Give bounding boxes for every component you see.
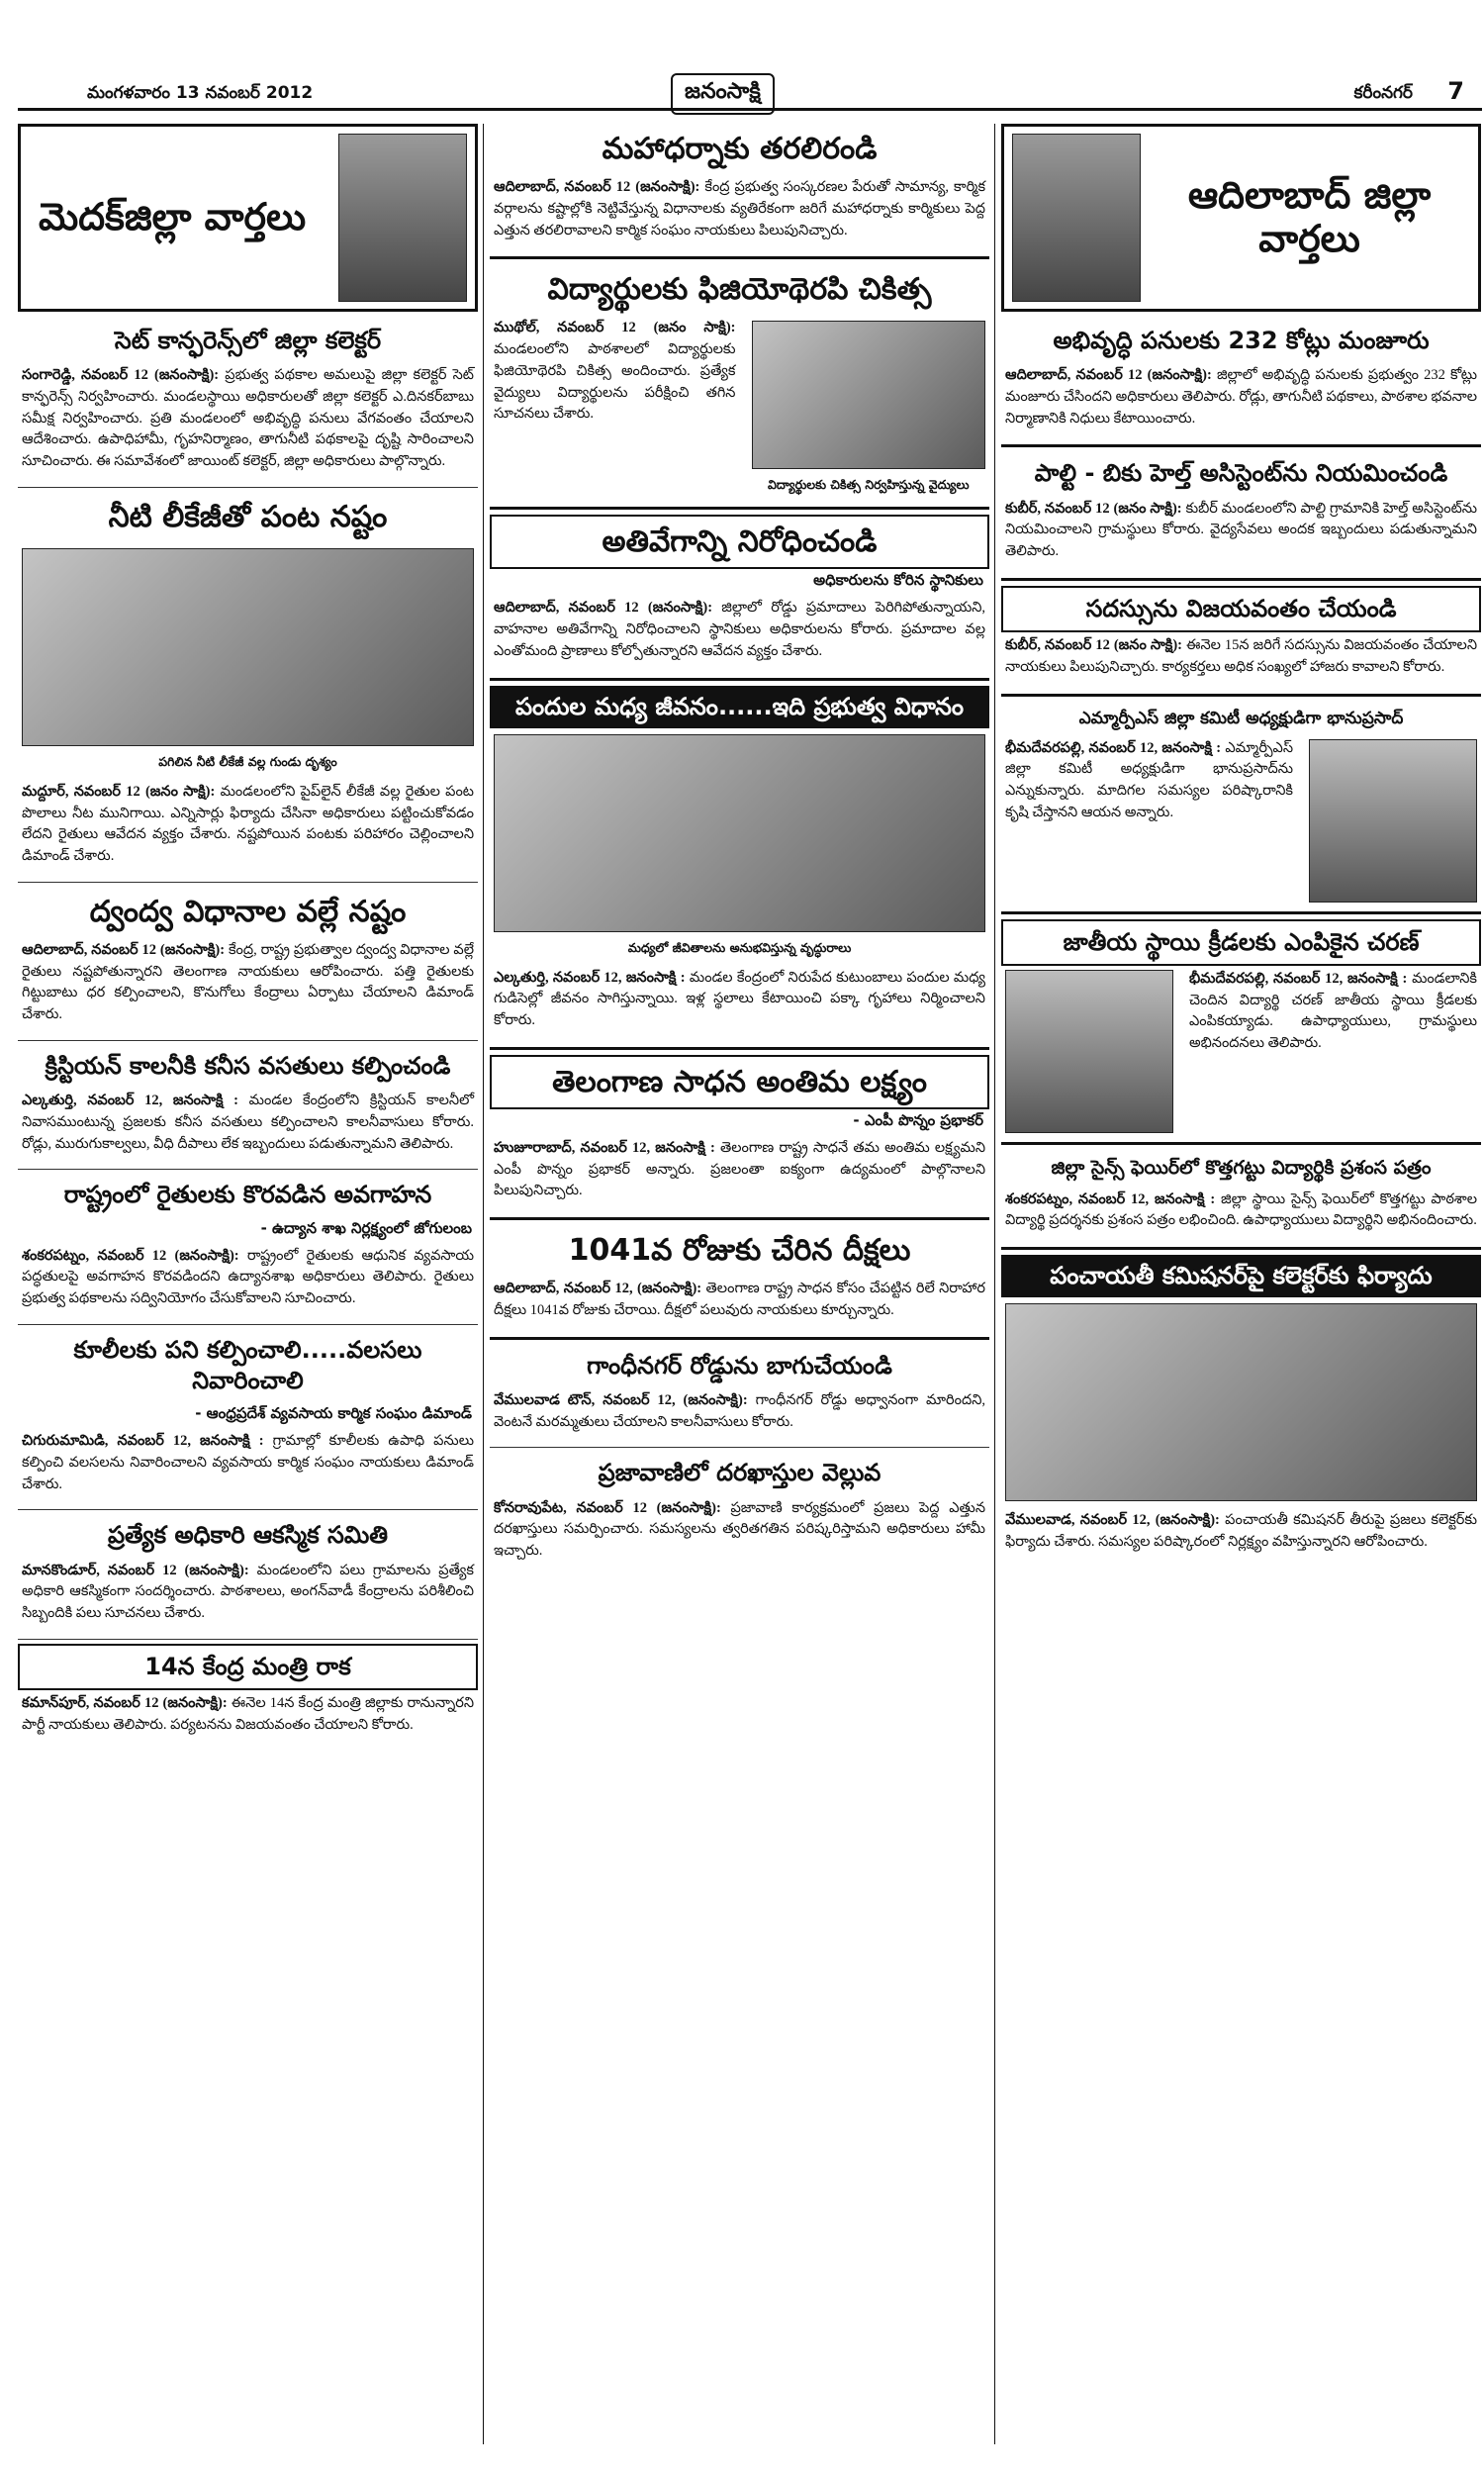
article-text: మండలంలోని పలు గ్రామాలను ప్రత్యేక అధికారి ఆకస్మికంగా సందర్శించారు. పాఠశాలలు, అంగన్‌వాడీ కేంద్రాలను పరిశీలించి సిబ్బందికి పలు సూచనలు చేశారు. [22,1562,474,1622]
dateline: చిగురుమామిడి, నవంబర్ 12, జనంసాక్షి : [22,1433,264,1450]
article-text: మండలంలోని పైప్‌లైన్ లీకేజీ వల్ల రైతుల పంట పొలాలు నీట మునిగాయి. ఎన్నిసార్లు ఫిర్యాదు చేసినా అధికారులు పట్టించుకోవడం లేదని రైతులు ఆవేదన వ్యక్తం చేశారు. నష్టపోయిన పంటకు పరిహారం చెల్లించాలని డిమాండ్ చేశారు. [22,783,474,865]
page-header [18,71,1482,111]
divider [490,1447,989,1448]
article-headline: సెట్ కాన్ఫరెన్స్‌లో జిల్లా కలెక్టర్ [114,327,382,354]
news-article [18,1514,478,1634]
divider [1001,694,1481,697]
news-article [18,1644,478,1747]
article-body [18,1690,478,1747]
article-headline: పంచాయతీ కమిషనర్‌పై కలెక్టర్‌కు ఫిర్యాదు [1001,1255,1481,1297]
article-text: మండలానికి చెందిన విద్యార్థి చరణ్ జాతీయ స్థాయి క్రీడలకు ఎంపికయ్యాడు. ఉపాధ్యాయులు, గ్రామస్థులు అభినందనలు తెలిపారు. [1189,970,1477,1052]
column-rule [994,124,995,2444]
dateline: కోనరావుపేట, నవంబర్ 12 (జనంసాక్షి): [494,1499,721,1516]
news-article [1001,919,1481,1137]
news-article [18,1045,478,1165]
article-headline: జిల్లా సైన్స్ ఫెయిర్‌లో కొత్తగట్టు విద్యార్థికి ప్రశంస పత్రం [1051,1156,1432,1179]
article-headline: అభివృద్ధి పనులకు 232 కోట్లు మంజూరు [1053,327,1430,354]
news-article [490,124,989,251]
article-text: తెలంగాణ రాష్ట్ర సాధన కోసం చేపట్టిన రిలే నిరాహార దీక్షలు 1041వ రోజుకు చేరాయి. దీక్షలో పలువురు నాయకులు కూర్చున్నారు. [494,1281,986,1318]
article-body [490,1276,989,1332]
divider [490,256,989,259]
news-article [18,320,478,483]
news-article [1001,320,1481,439]
article-headline: రాష్ట్రంలో రైతులకు కొరవడిన అవగాహన [63,1181,432,1209]
article-body [18,779,478,878]
divider [1001,444,1481,447]
church-photo [338,134,467,302]
dateline: హుజూరాబాద్, నవంబర్ 12, జనంసాక్షి : [494,1139,715,1156]
article-text: కేంద్ర, రాష్ట్ర ప్రభుత్వాల ద్వంద్వ విధానాల వల్లే రైతులు నష్టపోతున్నారని తెలంగాణ నాయకులు ఆరోపించారు. పత్తి రైతులకు గిట్టుబాటు ధర కల్పించాలని, కొనుగోలు కేంద్రాలు ఏర్పాటు చేయాలని డిమాండ్ చేశారు. [22,941,475,1023]
dateline: ఆదిలాబాద్, నవంబర్ 12 (జనంసాక్షి): [1005,367,1212,384]
divider [1001,1247,1481,1250]
dateline: మానకొండూర్, నవంబర్ 12 (జనంసాక్షి): [22,1562,249,1578]
article-subhead: - ఎంపీ పొన్నం ప్రభాకర్ [853,1110,983,1129]
article-headline: క్రిస్టియన్ కాలనీకి కనీస వసతులు కల్పించండి [45,1051,451,1080]
article-body [18,362,478,483]
article-subhead: - ఉద్యాన శాఖ నిర్లక్ష్యంలో జోగులంబ [260,1218,472,1237]
news-article [1001,1255,1481,1564]
article-body [1001,735,1297,906]
article-headline: అతివేగాన్ని నిరోధించండి [490,515,989,569]
article-headline: నీటి లీకేజీతో పంట నష్టం [108,499,388,534]
dateline: మద్దూర్, నవంబర్ 12 (జనం సాక్షి): [22,783,216,800]
dateline: ఆదిలాబాద్, నవంబర్ 12 (జనంసాక్షి): [494,179,700,195]
dateline: ముథోల్, నవంబర్ 12 (జనం సాక్షి): [494,320,736,336]
article-text: జిల్లా స్థాయి సైన్స్ ఫెయిర్‌లో కొత్తగట్టు పాఠశాల విద్యార్థి ప్రదర్శనకు ప్రశంస పత్రం లభించింది. ఉపాధ్యాయులు విద్యార్థిని అభినందించారు. [1005,1190,1477,1229]
complaint-photo [1005,1303,1477,1501]
article-text: పంచాయతీ కమిషనర్ తీరుపై ప్రజలు కలెక్టర్‌కు ఫిర్యాదు చేశారు. సమస్యల పరిష్కారంలో నిర్లక్ష్యం వహిస్తున్నారని ఆరోపించారు. [1005,1512,1477,1550]
article-subhead: - ఆంధ్రప్రదేశ్ వ్యవసాయ కార్మిక సంఘం డిమాండ్ [195,1404,472,1423]
article-text: కుబీర్ మండలంలోని పాల్టి గ్రామానికి హెల్త్ అసిస్టెంట్‌ను నియమించాలని గ్రామస్థులు కోరారు. వైద్యసేవలు అందక ఇబ్బందులు పడుతున్నామని తెలిపారు. [1005,500,1478,560]
dateline: శంకరపట్నం, నవంబర్ 12, జనంసాక్షి : [1005,1190,1216,1207]
article-body [18,1428,478,1505]
divider [490,1047,989,1050]
article-body [490,174,989,251]
article-body [18,1243,478,1320]
dateline: ఆదిలాబాద్, నవంబర్ 12 (జనంసాక్షి): [22,941,226,958]
article-body [18,1088,478,1165]
column-center [490,124,989,2444]
group-photo [1005,970,1173,1133]
article-body [490,1495,989,1572]
news-article [18,492,478,878]
article-body [18,1558,478,1635]
column-medak [18,124,478,2444]
news-article [1001,452,1481,572]
dateline: శంకరపట్నం, నవంబర్ 12 (జనంసాక్షి): [22,1247,239,1264]
article-body [490,965,989,1042]
article-body [1001,1187,1481,1243]
article-text: మండల కేంద్రంలోని క్రిస్టియన్ కాలనీలో నివాసముంటున్న ప్రజలకు కనీస వసతులు కల్పించాలని కాలనీవాసులు కోరారు. రోడ్లు, మురుగుకాల్వలు, వీధి దీపాలు లేక ఇబ్బందులు పడుతున్నామని తెలిపారు. [22,1093,475,1152]
article-body [490,315,740,502]
news-article [490,686,989,1042]
news-article [490,1225,989,1332]
article-text: రాష్ట్రంలో రైతులకు ఆధునిక వ్యవసాయ పద్ధతులపై అవగాహన కొరవడిందని ఉద్యానశాఖ అధికారులు తెలిపారు. రైతులు ప్రభుత్వ పథకాలను సద్వినియోగం చేసుకోవాలని సూచించారు. [22,1247,474,1307]
article-headline: 14న కేంద్ర మంత్రి రాక [18,1644,478,1690]
divider [490,678,989,681]
news-article [1001,1150,1481,1242]
divider [18,1509,478,1510]
news-article [18,1329,478,1506]
article-text: ఈనెల 15న జరిగే సదస్సును విజయవంతం చేయాలని నాయకులు పిలుపునిచ్చారు. కార్యకర్తలు అధిక సంఖ్యలో హాజరు కావాలని కోరారు. [1005,637,1478,675]
divider [1001,1142,1481,1145]
divider [18,1169,478,1170]
news-article [1001,702,1481,906]
article-headline: తెలంగాణ సాధన అంతిమ లక్ష్యం [490,1055,989,1109]
article-body [490,595,989,672]
article-body [490,1135,989,1212]
article-text: ఈనెల 14న కేంద్ర మంత్రి జిల్లాకు రానున్నారని పార్టీ నాయకులు తెలిపారు. పర్యటనను విజయవంతం చేయాలని కోరారు. [22,1695,474,1733]
masthead-title: ఆదిలాబాద్ జిల్లా వార్తలు [1187,173,1432,260]
news-article [490,1345,989,1444]
adilabad-masthead [1001,124,1481,312]
article-text: ప్రభుత్వ పథకాల అమలుపై జిల్లా కలెక్టర్ సెట్ కాన్ఫరెన్స్ నిర్వహించారు. మండలస్థాయి అధికారులతో జిల్లా కలెక్టర్ ఎ.దినకర్‌బాబు సమీక్ష నిర్వహించారు. ప్రతి మండలంలో అభివృద్ధి పనులు వేగవంతం చేయాలని ఆదేశించారు. ఉపాధిహామీ, గృహనిర్మాణం, తాగునీటి పథకాలపై దృష్టి సారించాలని సూచించారు. ఈ సమావేశంలో జాయింట్ కలెక్టర్, జిల్లా అధికారులు పాల్గొన్నారు. [22,367,475,470]
article-headline: పాల్టి - బికు హెల్త్ అసిస్టెంట్‌ను నియమించండి [1034,459,1448,488]
news-article [18,1174,478,1319]
article-body [490,1387,989,1444]
article-text: గ్రామాల్లో కూలీలకు ఉపాధి పనులు కల్పించి వలసలను నివారించాలని వ్యవసాయ కార్మిక సంఘం నాయకులు డిమాండ్ చేశారు. [22,1433,474,1492]
article-headline: ప్రత్యేక అధికారి ఆకస్మిక సమితి [107,1521,389,1550]
hut-photo [494,734,985,932]
article-text: కేంద్ర ప్రభుత్వ సంస్కరణల పేరుతో సామాన్య, కార్మిక వర్గాలను కష్టాల్లోకి నెట్టివేస్తున్న విధానాలకు వ్యతిరేకంగా జరిగే మహాధర్నాకు కార్మికులు పెద్ద ఎత్తున తరలిరావాలని కార్మిక సంఘం నాయకులు పిలుపునిచ్చారు. [494,179,986,238]
divider [18,487,478,488]
dateline: ఎల్కతుర్తి, నవంబర్ 12, జనంసాక్షి : [494,969,686,986]
article-body [1001,632,1481,689]
dateline: కుబీర్, నవంబర్ 12 (జనం సాక్షి): [1005,637,1183,654]
dateline: సంగారెడ్డి, నవంబర్ 12 (జనంసాక్షి): [22,367,220,384]
photo-caption: పగిలిన నీటి లీకేజీ వల్ల గుండు దృశ్యం [158,753,337,769]
article-headline: 1041వ రోజుకు చేరిన దీక్షలు [568,1233,911,1269]
article-body [1001,362,1481,439]
article-headline: మహాధర్నాకు తరలిరండి [602,132,878,166]
divider [18,1639,478,1640]
divider [1001,911,1481,914]
students-photo [752,321,986,469]
article-text: జిల్లాలో రోడ్డు ప్రమాదాలు పెరిగిపోతున్నాయని, వాహనాల అతివేగాన్ని నిరోధించాలని స్థానికులు అధికారులను కోరారు. ప్రమాదాల వల్ల ఎంతోమంది ప్రాణాలు కోల్పోతున్నారని ఆవేదన వ్యక్తం చేశారు. [494,600,986,659]
photo-block [748,315,990,502]
article-headline: ఎమ్మార్పీఎస్ జిల్లా కమిటీ అధ్యక్షుడిగా భానుప్రసాద్ [1078,708,1404,728]
masthead-title: మెదక్‌జిల్లా వార్తలు [39,195,307,239]
divider [18,882,478,883]
medak-masthead [18,124,478,312]
article-text: గాంధీనగర్ రోడ్డు అధ్వానంగా మారిందని, వెంటనే మరమ్మతులు చేయాలని కాలనీవాసులు కోరారు. [494,1391,986,1430]
dateline: ఆదిలాబాద్, నవంబర్ 12 (జనంసాక్షి): [494,600,713,617]
dateline: వేములవాడ టౌన్, నవంబర్ 12, (జనంసాక్షి): [494,1391,748,1408]
column-rule [483,124,484,2444]
article-body [1001,496,1481,573]
paper-logo: జనంసాక్షి [671,73,775,115]
field-photo [22,548,474,746]
news-article [490,264,989,502]
article-headline: కూలీలకు పని కల్పించాలి.....వలసలు నివారించాలి [73,1335,422,1394]
article-body [18,937,478,1036]
header-date: మంగళవారం 13 నవంబర్ 2012 [87,83,314,103]
divider [490,507,989,510]
divider [490,1337,989,1340]
news-article [18,887,478,1036]
dateline: ఆదిలాబాద్, నవంబర్ 12, (జనంసాక్షి): [494,1281,702,1297]
photo-caption: విద్యార్థులకు చికిత్స నిర్వహిస్తున్న వైద్యులు [767,477,970,493]
article-text: మండల కేంద్రంలో నిరుపేద కుటుంబాలు పందుల మధ్య గుడిసెల్లో జీవనం సాగిస్తున్నాయి. ఇళ్ల స్థలాలు కేటాయించి పక్కా గృహాలు నిర్మించాలని కోరారు. [494,969,986,1029]
article-text: తెలంగాణ రాష్ట్ర సాధనే తమ అంతిమ లక్ష్యమని ఎంపీ పొన్నం ప్రభాకర్ అన్నారు. ప్రజలంతా ఐక్యంగా ఉద్యమంలో పాల్గొనాలని పిలుపునిచ్చారు. [494,1139,985,1199]
article-headline: ద్వంద్వ విధానాల వల్లే నష్టం [89,894,407,929]
portrait-illustration [1012,134,1141,302]
dateline: కమాన్‌పూర్, నవంబర్ 12 (జనంసాక్షి): [22,1695,228,1712]
news-article [1001,586,1481,689]
article-body [1185,966,1481,1137]
article-headline: ప్రజావాణిలో దరఖాస్తుల వెల్లువ [598,1459,881,1487]
article-text: ప్రజావాణి కార్యక్రమంలో ప్రజలు పెద్ద ఎత్తున దరఖాస్తులు సమర్పించారు. సమస్యలను త్వరితగతిన పరిష్కరిస్తామని అధికారులు హామీ ఇచ్చారు. [494,1499,985,1560]
column-adilabad [1001,124,1481,2444]
news-article [490,1452,989,1571]
article-headline: గాంధీనగర్ రోడ్డును బాగుచేయండి [587,1351,892,1380]
dateline: భీమదేవరపల్లి, నవంబర్ 12, జనంసాక్షి : [1189,970,1408,987]
article-headline: జాతీయ స్థాయి క్రీడలకు ఎంపికైన చరణ్ [1001,919,1481,966]
photo-caption: మధ్యలో జీవితాలను అనుభవిస్తున్న వృద్ధురాలు [627,939,852,955]
article-headline: విద్యార్థులకు ఫిజియోథెరపి చికిత్స [547,272,932,308]
article-row [1001,735,1481,906]
article-body [1001,1507,1481,1564]
dateline: భీమదేవరపల్లి, నవంబర్ 12, జనంసాక్షి : [1005,739,1222,756]
news-article [490,1055,989,1212]
header-city: కరీంనగర్ [1353,83,1413,103]
page-number: 7 [1447,77,1464,105]
divider [18,1324,478,1325]
article-headline: సదస్సును విజయవంతం చేయండి [1001,586,1481,632]
article-text: ఎమ్మార్పీఎస్ జిల్లా కమిటీ అధ్యక్షుడిగా భానుప్రసాద్‌ను ఎన్నుకున్నారు. మాదిగల సమస్యల పరిష్కారానికి కృషి చేస్తానని ఆయన అన్నారు. [1005,739,1293,820]
dateline: వేములవాడ, నవంబర్ 12, (జనంసాక్షి): [1005,1512,1220,1529]
dateline: ఎల్కతుర్తి, నవంబర్ 12, జనంసాక్షి : [22,1093,239,1109]
article-headline: పందుల మధ్య జీవనం......ఇది ప్రభుత్వ విధానం [490,686,989,728]
divider [18,1040,478,1041]
article-row [490,315,989,502]
news-article [490,515,989,672]
person-photo [1309,739,1477,903]
article-text: మండలంలోని పాఠశాలలో విద్యార్థులకు ఫిజియోథెరపి చికిత్స అందించారు. ప్రత్యేక వైద్యులు విద్యార్థులను పరీక్షించి తగిన సూచనలు చేశారు. [494,341,736,423]
article-text: జిల్లాలో అభివృద్ధి పనులకు ప్రభుత్వం 232 కోట్లు మంజూరు చేసిందని అధికారులు తెలిపారు. రోడ్లు, తాగునీటి పథకాలు, పాఠశాల భవనాల నిర్మాణానికి నిధులు కేటాయించారు. [1005,367,1478,427]
divider [1001,578,1481,581]
divider [490,1217,989,1220]
article-subhead: అధికారులను కోరిన స్థానికులు [813,571,983,590]
dateline: కుబీర్, నవంబర్ 12 (జనం సాక్షి): [1005,500,1182,517]
article-row [1001,966,1481,1137]
